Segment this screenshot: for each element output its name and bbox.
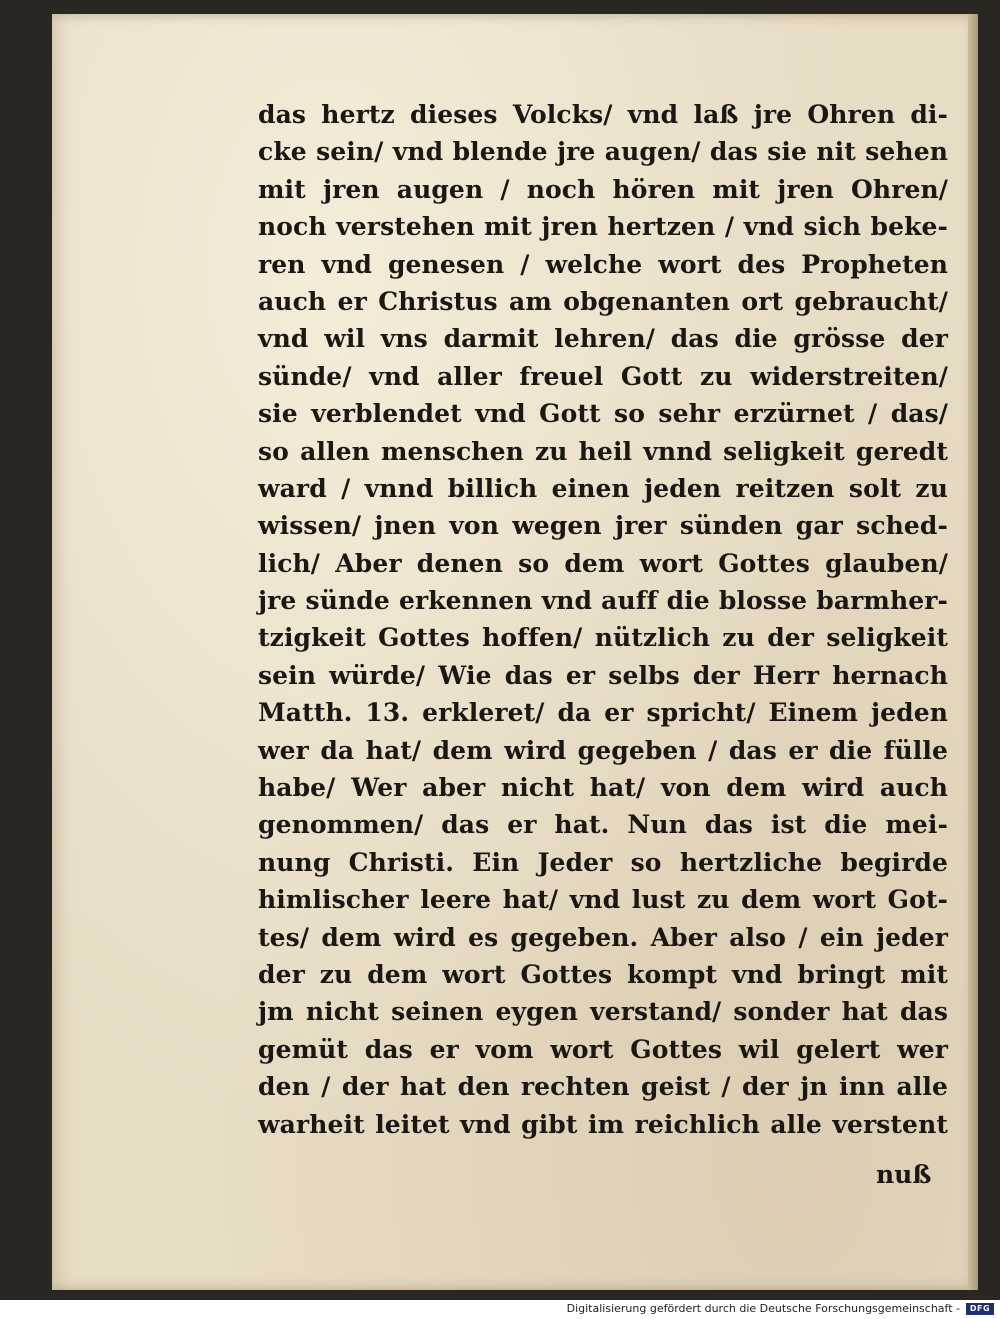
footer-bar (0, 1300, 1000, 1319)
text-line: gemüt das er vom wort Gottes wil gelert wer (258, 1034, 948, 1064)
text-line: ward / vnnd billich einen jeden reitzen solt zu (258, 473, 948, 503)
text-line: himlischer leere hat/ vnd lust zu dem wort Got- (258, 885, 948, 915)
text-line: noch verstehen mit jren hertzen / vnd sich beke- (258, 212, 948, 242)
text-line: den / der hat den rechten geist / der jn inn alle (258, 1072, 948, 1102)
text-line: jm nicht seinen eygen verstand/ sonder hat das (258, 997, 948, 1027)
text-line: jre sünde erkennen vnd auff die blosse barmher- (258, 586, 948, 616)
text-line: der zu dem wort Gottes kompt vnd bringt mit (258, 959, 948, 989)
page-text-block (258, 96, 948, 1143)
text-line: mit jren augen / noch hören mit jren Ohren/ (258, 174, 948, 204)
text-line: wer da hat/ dem wird gegeben / das er die fülle (258, 735, 948, 765)
page-edge (968, 14, 978, 1290)
text-line: auch er Christus am obgenanten ort gebraucht/ (258, 286, 948, 316)
text-line: ren vnd genesen / welche wort des Propheten (258, 249, 948, 279)
text-line: tes/ dem wird es gegeben. Aber also / ein jeder (258, 922, 948, 952)
text-line: genommen/ das er hat. Nun das ist die mei- (258, 810, 948, 840)
text-line: habe/ Wer aber nicht hat/ von dem wird auch (258, 773, 948, 803)
text-line: sünde/ vnd aller freuel Gott zu widerstreiten/ (258, 361, 948, 391)
text-line: das hertz dieses Volcks/ vnd laß jre Ohren di- (258, 100, 948, 129)
dfg-logo: DFG (966, 1303, 994, 1315)
text-line: cke sein/ vnd blende jre augen/ das sie nit sehen (258, 137, 948, 167)
funding-credit: Digitalisierung gefördert durch die Deutsche Forschungsgemeinschaft - (566, 1302, 960, 1315)
text-line: Matth. 13. erkleret/ da er spricht/ Einem jeden (258, 698, 948, 728)
text-line: nung Christi. Ein Jeder so hertzliche begirde (258, 847, 948, 877)
text-line: tzigkeit Gottes hoffen/ nützlich zu der seligkeit (258, 623, 948, 653)
catchword: nuß (876, 1160, 932, 1189)
text-line: sein würde/ Wie das er selbs der Herr hernach (258, 660, 948, 690)
text-line: lich/ Aber denen so dem wort Gottes glauben/ (258, 548, 948, 578)
text-line: so allen menschen zu heil vnnd seligkeit geredt (258, 436, 948, 466)
text-line: sie verblendet vnd Gott so sehr erzürnet / das/ (258, 399, 948, 429)
text-line: vnd wil vns darmit lehren/ das die grösse der (258, 324, 948, 354)
text-line: wissen/ jnen von wegen jrer sünden gar sched- (258, 511, 948, 541)
text-line: warheit leitet vnd gibt im reichlich alle verstent (258, 1109, 948, 1139)
